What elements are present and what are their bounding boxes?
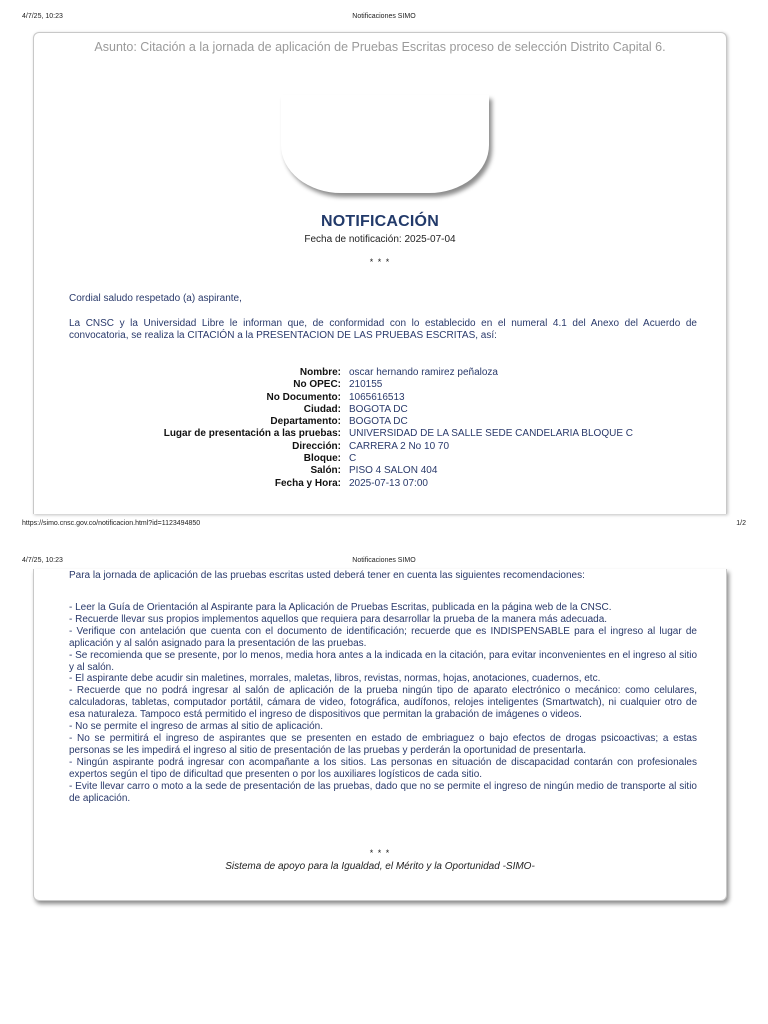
separator-stars: * * *	[369, 848, 391, 858]
list-item: - No se permite el ingreso de armas al sitio de aplicación.	[69, 721, 324, 733]
detail-row-room	[34, 465, 726, 477]
print-footer-page: 1/2	[736, 520, 746, 527]
detail-label: Fecha y Hora:	[274, 477, 341, 489]
detail-value: CARRERA 2 No 10 70	[349, 440, 450, 452]
detail-row-location	[34, 428, 726, 440]
detail-row-document	[34, 392, 726, 404]
detail-value: BOGOTA DC	[349, 403, 408, 415]
list-item: - Recuerde llevar sus propios implementos aquellos que requiera para desarrollar la prueba de la manera más adecuada.	[69, 613, 608, 625]
notification-date: Fecha de notificación: 2025-07-04	[304, 234, 456, 245]
detail-value: PISO 4 SALON 404	[349, 465, 438, 477]
detail-row-opec	[34, 379, 726, 391]
print-header-datetime: 4/7/25, 10:23	[22, 13, 63, 20]
print-header-title: Notificaciones SIMO	[352, 557, 416, 564]
recommendations-intro: Para la jornada de aplicación de las pruebas escritas usted deberá tener en cuenta las siguientes recomendaciones:	[69, 570, 585, 581]
list-item: - Verifique con antelación que cuenta con el documento de identificación; recuerde que es INDISPENSABLE para el ingreso al lugar de aplicación y al salón asignado para la presentación de las pruebas.	[69, 625, 697, 649]
list-item: - Ningún aspirante podrá ingresar con acompañante a los sitios. Las personas en situación de discapacidad contarán con profesionales expertos según el tipo de dificultad que presenten o por los auxiliares logísticos de cada sitio.	[69, 756, 697, 780]
detail-value: oscar hernando ramirez peñaloza	[349, 367, 498, 378]
print-header-datetime: 4/7/25, 10:23	[22, 557, 63, 564]
detail-label: Lugar de presentación a las pruebas:	[163, 428, 341, 440]
notification-card	[33, 32, 727, 514]
detail-label: Dirección:	[292, 440, 341, 452]
intro-paragraph: La CNSC y la Universidad Libre le informan que, de conformidad con lo establecido en el numeral 4.1 del Anexo del Acuerdo de convocatoria, se realiza la CITACIÓN a la PRESENTACION DE LAS PRUEBAS ESCRITAS, así:	[69, 318, 697, 341]
detail-label: Ciudad:	[303, 403, 341, 415]
detail-value: UNIVERSIDAD DE LA SALLE SEDE CANDELARIA BLOQUE C	[349, 428, 633, 440]
detail-value: BOGOTA DC	[349, 416, 408, 428]
print-header-title: Notificaciones SIMO	[352, 13, 416, 20]
separator-stars: * * *	[369, 257, 391, 267]
greeting: Cordial saludo respetado (a) aspirante,	[69, 293, 242, 304]
list-item: - Se recomienda que se presente, por lo menos, media hora antes a la indicada en la citación, para evitar inconvenientes en el ingreso al sitio y al salón.	[69, 649, 697, 673]
detail-value: C	[349, 453, 357, 465]
detail-value: 210155	[349, 379, 383, 391]
detail-row-block	[34, 453, 726, 465]
detail-value: 2025-07-13 07:00	[349, 477, 428, 489]
detail-label: Departamento:	[270, 416, 341, 428]
detail-label: Nombre:	[299, 367, 341, 378]
detail-row-address	[34, 441, 726, 453]
logo-placeholder	[281, 95, 489, 193]
list-item: - El aspirante debe acudir sin maletines, morrales, maletas, libros, revistas, normas, hojas, anotaciones, cuadernos, etc.	[69, 673, 601, 685]
applicant-details	[34, 367, 726, 490]
list-item: - Recuerde que no podrá ingresar al salón de aplicación de la prueba ningún tipo de aparato electrónico o mecánico: como celulares, calculadoras, tabletas, computador portátil, cámara de video, fotográfica, audífonos, relojes inteligentes (Smartwatch), ni cualquier otro de esa naturaleza. Tampoco está permitido el ingreso de dispositivos que permitan la grabación de imágenes o videos.	[69, 685, 697, 721]
detail-value: 1065616513	[349, 391, 405, 403]
detail-label: No Documento:	[266, 391, 341, 403]
list-item: - No se permitirá el ingreso de aspirantes que se presenten en estado de embriaguez o bajo efectos de drogas psicoactivas; a estas personas se les impedirá el ingreso al sitio de presentación de las pruebas y perderán la oportunidad de presentarla.	[69, 732, 697, 756]
print-footer-url: https://simo.cnsc.gov.co/notificacion.html?id=1123494850	[22, 520, 201, 527]
detail-row-city	[34, 404, 726, 416]
subject-line: Asunto: Citación a la jornada de aplicación de Pruebas Escritas proceso de selección Distrito Capital 6.	[94, 40, 666, 54]
detail-label: Bloque:	[303, 453, 341, 465]
notification-title: NOTIFICACIÓN	[321, 213, 439, 230]
recommendations-list	[69, 602, 697, 804]
simo-footer: Sistema de apoyo para la Igualdad, el Mérito y la Oportunidad -SIMO-	[225, 861, 535, 872]
detail-label: No OPEC:	[293, 379, 341, 391]
list-item: - Leer la Guía de Orientación al Aspirante para la Aplicación de Pruebas Escritas, publicada en la página web de la CNSC.	[69, 602, 612, 613]
list-item: - Evite llevar carro o moto a la sede de presentación de las pruebas, dado que no se permite el ingreso de ningún medio de transporte al sitio de aplicación.	[69, 780, 697, 804]
detail-label: Salón:	[310, 465, 341, 477]
detail-row-name	[34, 367, 726, 379]
recommendations-card	[33, 569, 727, 901]
detail-row-department	[34, 416, 726, 428]
detail-row-datetime	[34, 478, 726, 490]
